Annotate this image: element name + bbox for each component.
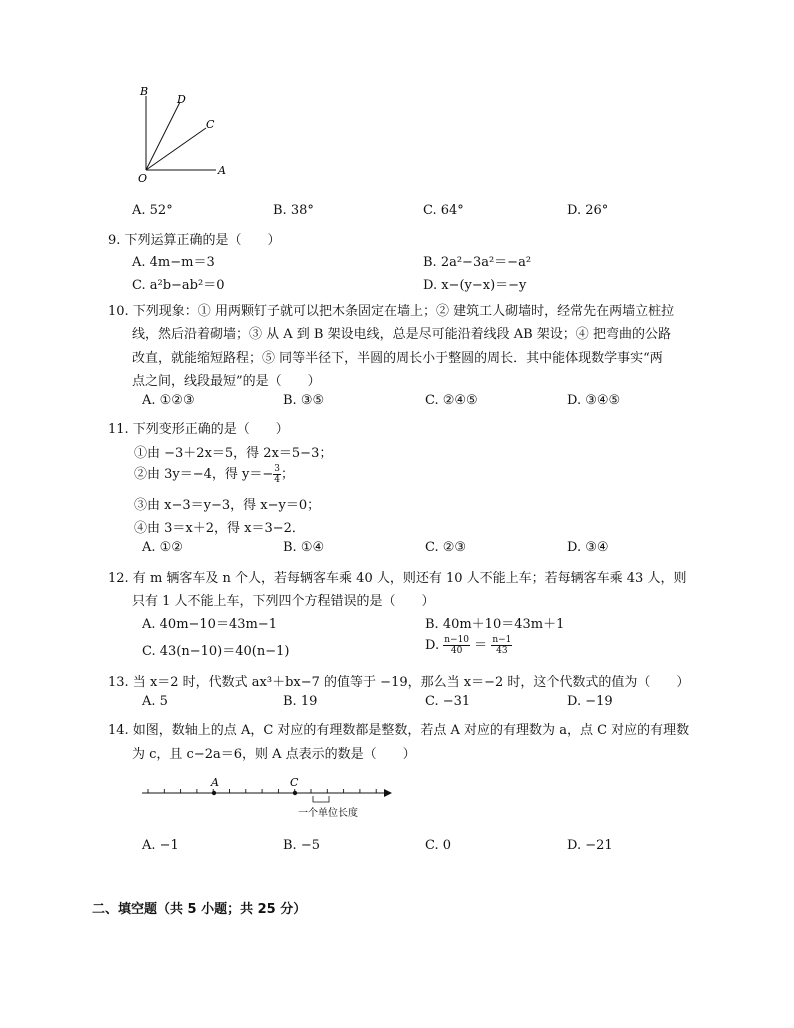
q10-line4: 点之间，线段最短”的是（ ） [132,374,321,389]
q11-item2-fraction: $\frac{3}{4}$ [274,464,281,485]
q9-option-c: C. a²b−ab²＝0 [132,278,225,293]
fig-label-C: C [206,118,215,131]
q12-option-a: A. 40m−10＝43m−1 [142,617,277,632]
fig-label-B: B [140,85,149,98]
fig-label-D: D [177,93,186,106]
q11-option-d: D. ③④ [567,540,609,555]
q11-item2 [134,463,294,485]
q8-option-d: D. 26° [567,203,609,218]
q10-line3: 改直，就能缩短路程；⑤ 同等半径下，半圆的周长小于整圆的周长．其中能体现数学事实“两 [132,351,663,366]
q11-option-b: B. ①④ [283,540,325,555]
q11-option-a: A. ①② [142,540,183,555]
q14-option-c: C. 0 [425,838,452,853]
axis-label-C: C [290,776,299,789]
q10-line2: 线，然后沿着砌墙；③ 从 A 到 B 架设电线，总是尽可能沿着线段 AB 架设；④ 把弯曲的公路 [132,327,671,342]
fig-label-A: A [218,164,226,177]
q14-option-b: B. −5 [283,838,320,853]
point-A [212,791,216,795]
q13-option-c: C. −31 [425,694,471,709]
q11-option-c: C. ②③ [425,540,467,555]
q8-option-a: A. 52° [132,203,173,218]
q14-option-a: A. −1 [142,838,179,853]
q11-item4: ④由 3＝x＋2，得 x＝3−2． [134,521,305,536]
q13-option-a: A. 5 [142,694,168,709]
q12-line1: 12. 有 m 辆客车及 n 个人，若每辆客车乘 40 人，则还有 10 人不能上车；若每辆客车乘 43 人，则 [108,571,687,586]
number-line-figure [138,772,398,822]
axis-label-A: A [211,776,219,789]
q11-item1: ①由 −3＋2x＝5，得 2x＝5−3； [134,446,333,461]
q14-line2: 为 c，且 c−2a＝6，则 A 点表示的数是（ ） [132,747,416,762]
q11-item2-end: ； [281,467,295,482]
q9-option-b: B. 2a²−3a²＝−a² [423,255,532,270]
q12-option-d: D. $\frac{n-10}{40}$ ＝ $\frac{n-1}{43}$ [425,635,512,656]
point-C [293,791,297,795]
q8-option-c: C. 64° [423,203,464,218]
section-2-title: 二、填空题（共 5 小题；共 25 分） [92,902,307,917]
q13-option-d: D. −19 [567,694,613,709]
q13-option-b: B. 19 [283,694,318,709]
angle-figure [130,84,240,184]
q11-stem: 11. 下列变形正确的是（ ） [108,422,289,437]
q9-option-a: A. 4m−m＝3 [132,255,215,270]
q10-option-a: A. ①②③ [142,393,195,408]
q12-line2: 只有 1 人不能上车，下列四个方程错误的是（ ） [132,594,435,609]
q10-option-d: D. ③④⑤ [567,393,621,408]
q8-option-b: B. 38° [273,203,314,218]
q10-option-b: B. ③⑤ [283,393,325,408]
q14-option-d: D. −21 [567,838,613,853]
q14-line1: 14. 如图，数轴上的点 A，C 对应的有理数都是整数，若点 A 对应的有理数为 a，点 C 对应的有理数 [108,723,690,738]
q10-option-c: C. ②④⑤ [425,393,478,408]
axis-ticks [148,789,376,793]
q12-option-c: C. 43(n−10)＝40(n−1) [142,644,290,659]
fig-label-O: O [138,172,148,184]
q9-option-d: D. x−(y−x)＝−y [423,278,527,293]
unit-length-label: 一个单位长度 [298,808,358,819]
q12-option-b: B. 40m＋10＝43m＋1 [425,617,565,632]
q9-stem: 9. 下列运算正确的是（ ） [108,233,281,248]
q13-stem: 13. 当 x＝2 时，代数式 ax³＋bx−7 的值等于 −19，那么当 x＝−2 时，这个代数式的值为（ ） [108,675,690,690]
q11-item2-text: ②由 3y＝−4，得 y＝− [134,467,274,482]
q11-item3: ③由 x−3＝y−3，得 x−y＝0； [134,498,321,513]
q10-line1: 10. 下列现象：① 用两颗钉子就可以把木条固定在墙上；② 建筑工人砌墙时，经常先在两墙立桩拉 [108,304,675,319]
